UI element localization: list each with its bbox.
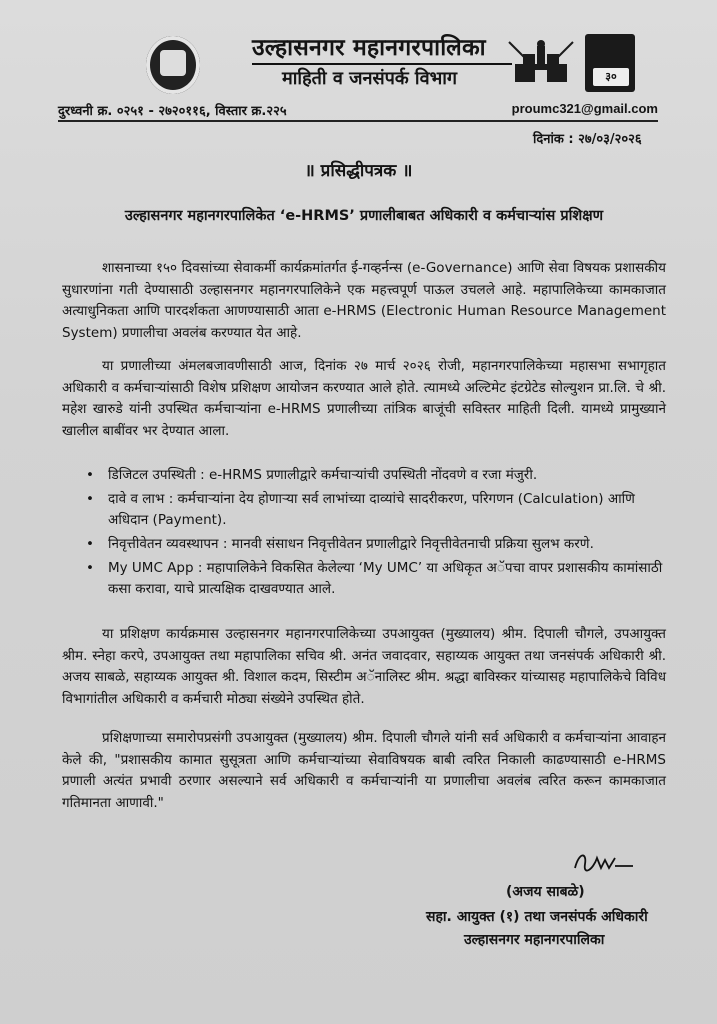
bullet-icon: • xyxy=(86,536,94,552)
anniversary-badge: ३० xyxy=(593,68,629,86)
paragraph-intro: शासनाच्या १५० दिवसांच्या सेवाकर्मी कार्यक्रमांतर्गत ई-गव्हर्नन्स (e-Governance) आणि सेवा विषयक प्रशासकीय सुधारणांना गती देण्यासाठी उल्हासनगर महानगरपालिकेने एक महत्त्वपूर्ण पाऊल उचलले आहे. महापालिकेच्या कामकाजात अत्याधुनिकता आणि पारदर्शकता आणण्यासाठी आता e-HRMS (Electronic Human Resource Management System) प्रणालीचा अवलंब करण्यात येत आहे. xyxy=(62,260,666,341)
signature-block xyxy=(420,848,680,949)
press-release-title: ॥ प्रसिद्धीपत्रक ॥ xyxy=(304,161,413,181)
bullet-icon: • xyxy=(86,560,94,576)
letterhead xyxy=(0,0,717,98)
paragraph-training: या प्रणालीच्या अंमलबजावणीसाठी आज, दिनांक २७ मार्च २०२६ रोजी, महानगरपालिकेच्या महासभा सभागृहात अधिकारी व कर्मचाऱ्यांसाठी विशेष प्रशिक्षण आयोजन करण्यात आले होते. त्यामध्ये अल्टिमेट इंटग्रेटेड सोल्युशन प्रा.लि. चे श्री. महेश खारुडे यांनी उपस्थित कर्मचाऱ्यांना e-HRMS प्रणालीच्या तांत्रिक बाजूंची सविस्तर माहिती दिली. यामध्ये प्रामुख्याने खालील बाबींवर भर देण्यात आला. xyxy=(62,358,666,439)
list-item xyxy=(86,534,671,555)
list-item-label: निवृत्तीवेतन व्यवस्थापन : xyxy=(108,536,228,552)
email-address: proumc321@gmail.com xyxy=(511,101,658,116)
anniversary-logo-icon xyxy=(585,34,635,92)
list-item-label: दावे व लाभ : xyxy=(108,491,174,507)
signatory-name: (अजय साबळे) xyxy=(506,884,585,900)
list-item-label: My UMC App : xyxy=(108,560,203,576)
list-item-label: डिजिटल उपस्थिती : xyxy=(108,467,205,483)
subject-heading: उल्हासनगर महानगरपालिकेत ‘e-HRMS’ प्रणालीबाबत अधिकारी व कर्मचाऱ्यांस प्रशिक्षण xyxy=(124,208,604,224)
list-item-text: महापालिकेने विकसित केलेल्या ‘My UMC’ या अधिकृत अॅपचा वापर प्रशासकीय कामांसाठी कसा करावा, याचे प्रात्यक्षिक दाखवण्यात आले. xyxy=(108,560,663,597)
fort-emblem-icon xyxy=(505,38,577,86)
paragraph-closing: प्रशिक्षणाच्या समारोपप्रसंगी उपआयुक्त (मुख्यालय) श्रीम. दिपाली चौगले यांनी सर्व अधिकारी व कर्मचाऱ्यांना आवाहन केले की, "प्रशासकीय कामात सुसूत्रता आणि कर्मचाऱ्यांच्या सेवाविषयक बाबी त्वरित निकाली काढण्यासाठी e-HRMS प्रणाली अत्यंत प्रभावी ठरणार असल्याने सर्व अधिकारी व कर्मचाऱ्यांनी या प्रणालीचा अवलंब त्वरित करून कामकाजात गतिमानता आणावी." xyxy=(62,730,666,811)
municipal-emblem-icon xyxy=(146,36,200,94)
list-item-text: e-HRMS प्रणालीद्वारे कर्मचाऱ्यांची उपस्थिती नोंदवणे व रजा मंजुरी. xyxy=(204,467,538,483)
list-item xyxy=(86,558,671,600)
signatory-organization: उल्हासनगर महानगरपालिका xyxy=(464,932,605,948)
list-item xyxy=(86,489,671,531)
signatory-designation: सहा. आयुक्त (१) तथा जनसंपर्क अधिकारी xyxy=(426,909,648,925)
paragraph-attendees: या प्रशिक्षण कार्यक्रमास उल्हासनगर महानगरपालिकेच्या उपआयुक्त (मुख्यालय) श्रीम. दिपाली चौगले, उपआयुक्त श्रीम. स्नेहा करपे, उपआयुक्त तथा महापालिका सचिव श्री. अनंत जवादवार, सहाय्यक आयुक्त तथा जनसंपर्क अधिकारी श्री. अजय साबळे, सहाय्यक आयुक्त श्री. विशाल कदम, सिस्टीम अॅनालिस्ट श्रीम. श्रद्धा बाविस्कर यांच्यासह महापालिकेचे विविध विभागांतील अधिकारी व कर्मचारी मोठ्या संख्येने उपस्थित होते. xyxy=(62,626,666,707)
list-item-text: कर्मचाऱ्यांना देय होणाऱ्या सर्व लाभांच्या दाव्यांचे सादरीकरण, परिगणन (Calculation) आणि अधिदान (Payment). xyxy=(108,491,635,528)
bullet-icon: • xyxy=(86,491,94,507)
topics-list xyxy=(86,465,671,603)
phone-extension: दुरध्वनी क्र. ०२५१ - २७२०११६, विस्तार क्र.२२५ xyxy=(58,104,287,119)
contact-bar xyxy=(58,99,658,122)
date-line: दिनांक : २७/०३/२०२६ xyxy=(533,132,642,147)
department-name: माहिती व जनसंपर्क विभाग xyxy=(282,68,458,89)
list-item xyxy=(86,465,671,486)
signature-icon xyxy=(569,848,639,876)
bullet-icon: • xyxy=(86,467,94,483)
organization-name: उल्हासनगर महानगरपालिका xyxy=(252,30,512,65)
list-item-text: मानवी संसाधन निवृत्तीवेतन प्रणालीद्वारे निवृत्तीवेतनाची प्रक्रिया सुलभ करणे. xyxy=(227,536,594,552)
